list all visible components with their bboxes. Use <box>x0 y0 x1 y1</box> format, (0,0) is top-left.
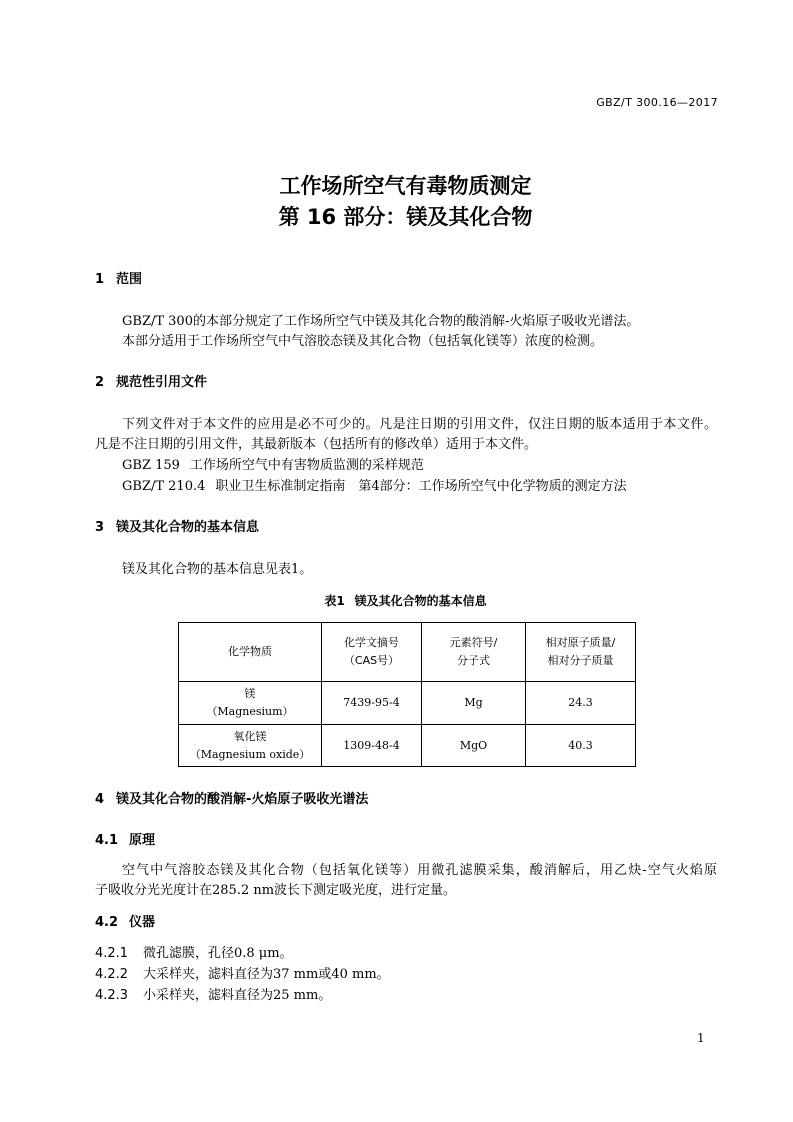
item-text: 微孔滤膜，孔径0.8 μm。 <box>143 946 293 961</box>
cell-cas: 7439-95-4 <box>322 682 422 725</box>
document-title-line2: 第 16 部分：镁及其化合物 <box>278 205 533 229</box>
header-line: 化学文摘号 <box>344 636 399 649</box>
paragraph: 镁及其化合物的基本信息见表1。 <box>122 562 313 577</box>
paragraph: 本部分适用于工作场所空气中气溶胶态镁及其化合物（包括氧化镁等）浓度的检测。 <box>122 334 604 349</box>
cell-mass: 40.3 <box>526 725 636 767</box>
paragraph-line: 下列文件对于本文件的应用是必不可少的。凡是注日期的引用文件，仅注日期的版本适用于本文件。 <box>122 417 717 432</box>
substance-name-en: （Magnesium oxide） <box>189 747 311 761</box>
cell-formula: Mg <box>422 682 526 725</box>
subsection-title: 仪器 <box>129 915 156 930</box>
cell-formula: MgO <box>422 725 526 767</box>
subsection-number: 4.1 <box>95 833 119 848</box>
header-line: （CAS号） <box>343 654 400 667</box>
item-number: 4.2.2 <box>95 967 129 982</box>
subsection-4-2-heading <box>95 915 155 931</box>
section-title: 规范性引用文件 <box>116 375 208 390</box>
reference-code: GBZ 159 <box>122 458 180 473</box>
header-line: 分子式 <box>457 654 490 667</box>
section-3-heading <box>95 520 259 536</box>
reference-code: GBZ/T 210.4 <box>122 479 206 494</box>
substance-name-cn: 镁 <box>244 687 256 700</box>
instrument-item <box>95 967 390 983</box>
column-header-formula <box>422 623 526 682</box>
item-number: 4.2.3 <box>95 988 129 1003</box>
section-1-heading <box>95 272 142 288</box>
substance-info-table <box>178 622 636 767</box>
paragraph: GBZ/T 300的本部分规定了工作场所空气中镁及其化合物的酸消解-火焰原子吸收光谱法。 <box>122 314 640 329</box>
table-caption <box>18 593 793 609</box>
table-caption-number: 表1 <box>324 594 345 608</box>
section-number: 4 <box>95 792 105 807</box>
section-title: 范围 <box>116 272 143 287</box>
cell-substance <box>179 725 322 767</box>
header-line: 化学物质 <box>228 645 272 658</box>
table-caption-title: 镁及其化合物的基本信息 <box>354 594 487 608</box>
page-number: 1 <box>697 1031 705 1045</box>
cell-substance <box>179 682 322 725</box>
document-title-line1: 工作场所空气有毒物质测定 <box>279 174 532 198</box>
paragraph-line: 子吸收分光光度计在285.2 nm波长下测定吸光度，进行定量。 <box>95 883 457 898</box>
header-line: 相对分子质量 <box>547 654 614 667</box>
subsection-number: 4.2 <box>95 915 119 930</box>
reference-item <box>122 458 424 474</box>
paragraph-line: 空气中气溶胶态镁及其化合物（包括氧化镁等）用微孔滤膜采集，酸消解后，用乙炔-空气火焰原 <box>122 863 717 878</box>
instrument-item <box>95 946 293 962</box>
header-line: 相对原子质量/ <box>545 636 616 649</box>
section-number: 2 <box>95 375 105 390</box>
cell-mass: 24.3 <box>526 682 636 725</box>
substance-name-en: （Magnesium） <box>206 705 294 718</box>
cell-cas: 1309-48-4 <box>322 725 422 767</box>
section-number: 1 <box>95 272 105 287</box>
table-header-row <box>179 623 636 682</box>
column-header-substance <box>179 623 322 682</box>
section-2-heading <box>95 375 207 391</box>
section-number: 3 <box>95 520 105 535</box>
table-row <box>179 682 636 725</box>
column-header-cas <box>322 623 422 682</box>
instrument-item <box>95 988 331 1004</box>
column-header-mass <box>526 623 636 682</box>
reference-title: 工作场所空气中有害物质监测的采样规范 <box>189 458 424 473</box>
section-4-heading <box>95 792 368 808</box>
header-line: 元素符号/ <box>449 636 498 649</box>
reference-title: 职业卫生标准制定指南 第4部分：工作场所空气中化学物质的测定方法 <box>215 479 627 494</box>
table-row <box>179 725 636 767</box>
paragraph-line: 凡是不注日期的引用文件，其最新版本（包括所有的修改单）适用于本文件。 <box>95 437 538 452</box>
subsection-4-1-heading <box>95 833 155 849</box>
subsection-title: 原理 <box>129 833 156 848</box>
section-title: 镁及其化合物的酸消解-火焰原子吸收光谱法 <box>116 792 369 807</box>
substance-name-cn: 氧化镁 <box>233 729 267 743</box>
item-text: 小采样夹，滤料直径为25 mm。 <box>143 988 332 1003</box>
item-text: 大采样夹，滤料直径为37 mm或40 mm。 <box>143 967 390 982</box>
standard-code: GBZ/T 300.16—2017 <box>596 96 718 109</box>
item-number: 4.2.1 <box>95 946 129 961</box>
reference-item <box>122 479 627 495</box>
section-title: 镁及其化合物的基本信息 <box>116 520 260 535</box>
